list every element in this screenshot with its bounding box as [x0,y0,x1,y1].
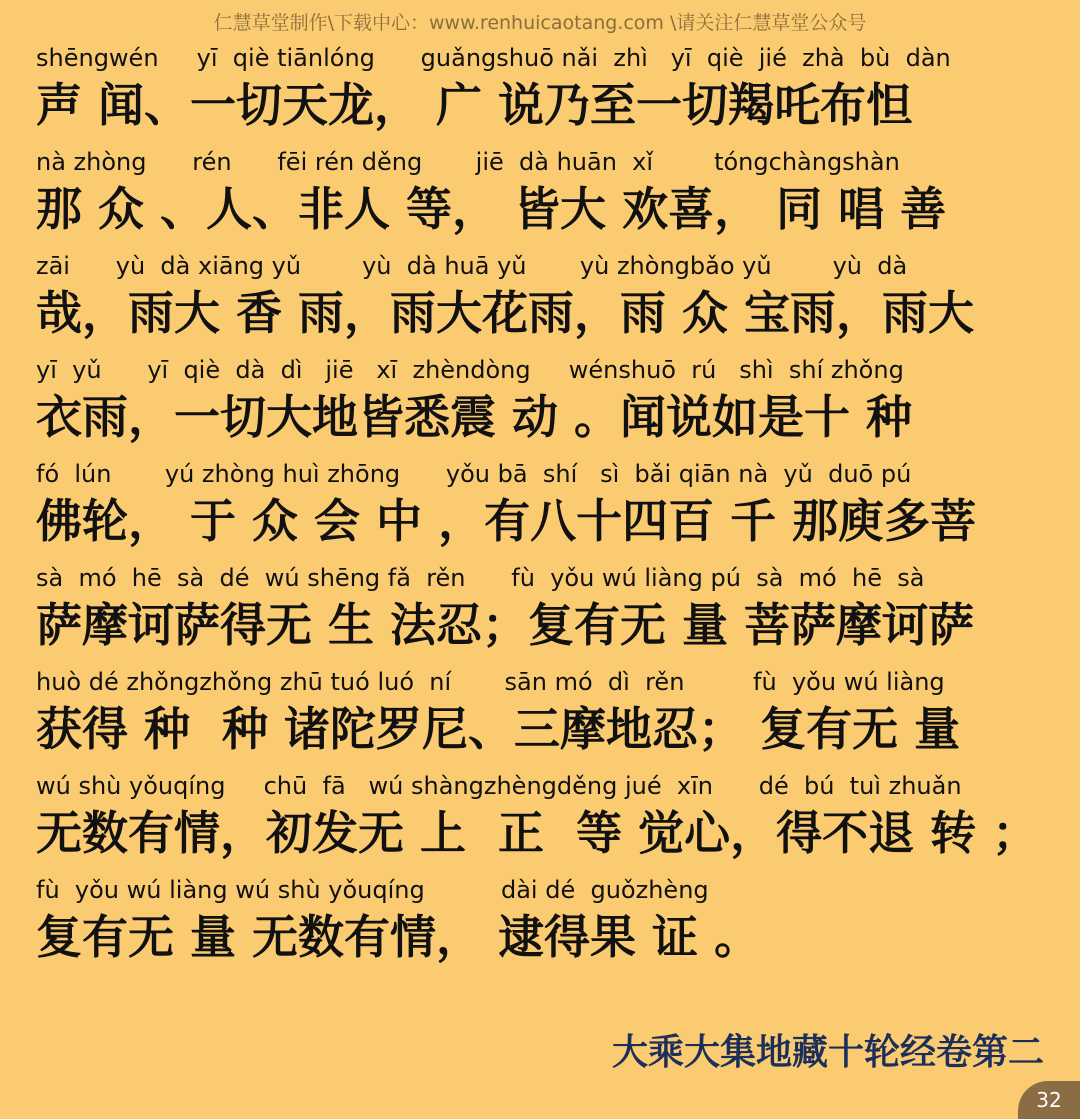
page-number: 32 [1018,1081,1080,1119]
scripture-text [36,42,1056,978]
pinyin-line: huò dé zhǒngzhǒng zhū tuó luó ní sān mó dì rěn fù yǒu wú liàng [36,668,945,696]
pinyin-line: fù yǒu wú liàng wú shù yǒuqíng dài dé guǒzhèng [36,876,709,904]
hanzi-line: 无数有情，初发无 上 正 等 觉心，得不退 转 ； [36,806,1039,860]
hanzi-line: 那 众 、人、非人 等， 皆大 欢喜， 同 唱 善 [36,182,947,236]
hanzi-line: 复有无 量 无数有情， 逮得果 证 。 [36,910,761,964]
sutra-title: 大乘大集地藏十轮经卷第二 [611,1031,1044,1073]
text-line [36,250,1056,354]
hanzi-line: 获得 种 种 诸陀罗尼、三摩地忍； 复有无 量 [36,702,961,756]
text-line [36,146,1056,250]
hanzi-line: 佛轮， 于 众 会 中 ，有八十四百 千 那庾多菩 [36,494,977,548]
hanzi-line: 声 闻、一切天龙， 广 说乃至一切羯吒布怛 [36,78,913,132]
text-line [36,666,1056,770]
hanzi-line: 衣雨，一切大地皆悉震 动 。闻说如是十 种 [36,390,913,444]
pinyin-line: nà zhòng rén fēi rén děng jiē dà huān xǐ tóngchàngshàn [36,148,900,176]
text-line [36,354,1056,458]
header-watermark: 仁慧草堂制作\下载中心：www.renhuicaotang.com \请关注仁慧草堂公众号 [213,12,867,34]
pinyin-line: sà mó hē sà dé wú shēng fǎ rěn fù yǒu wú liàng pú sà mó hē sà [36,564,925,592]
text-line [36,770,1056,874]
text-line [36,562,1056,666]
text-line [36,874,1056,978]
pinyin-line: wú shù yǒuqíng chū fā wú shàngzhèngděng jué xīn dé bú tuì zhuǎn [36,772,962,800]
text-line [36,42,1056,146]
hanzi-line: 萨摩诃萨得无 生 法忍；复有无 量 菩萨摩诃萨 [36,598,975,652]
pinyin-line: yī yǔ yī qiè dà dì jiē xī zhèndòng wénshuō rú shì shí zhǒng [36,356,904,384]
hanzi-line: 哉，雨大 香 雨，雨大花雨，雨 众 宝雨，雨大 [36,286,975,340]
pinyin-line: fó lún yú zhòng huì zhōng yǒu bā shí sì bǎi qiān nà yǔ duō pú [36,460,912,488]
pinyin-line: zāi yù dà xiāng yǔ yù dà huā yǔ yù zhòngbǎo yǔ yù dà [36,252,908,280]
pinyin-line: shēngwén yī qiè tiānlóng guǎngshuō nǎi zhì yī qiè jié zhà bù dàn [36,44,951,72]
text-line [36,458,1056,562]
